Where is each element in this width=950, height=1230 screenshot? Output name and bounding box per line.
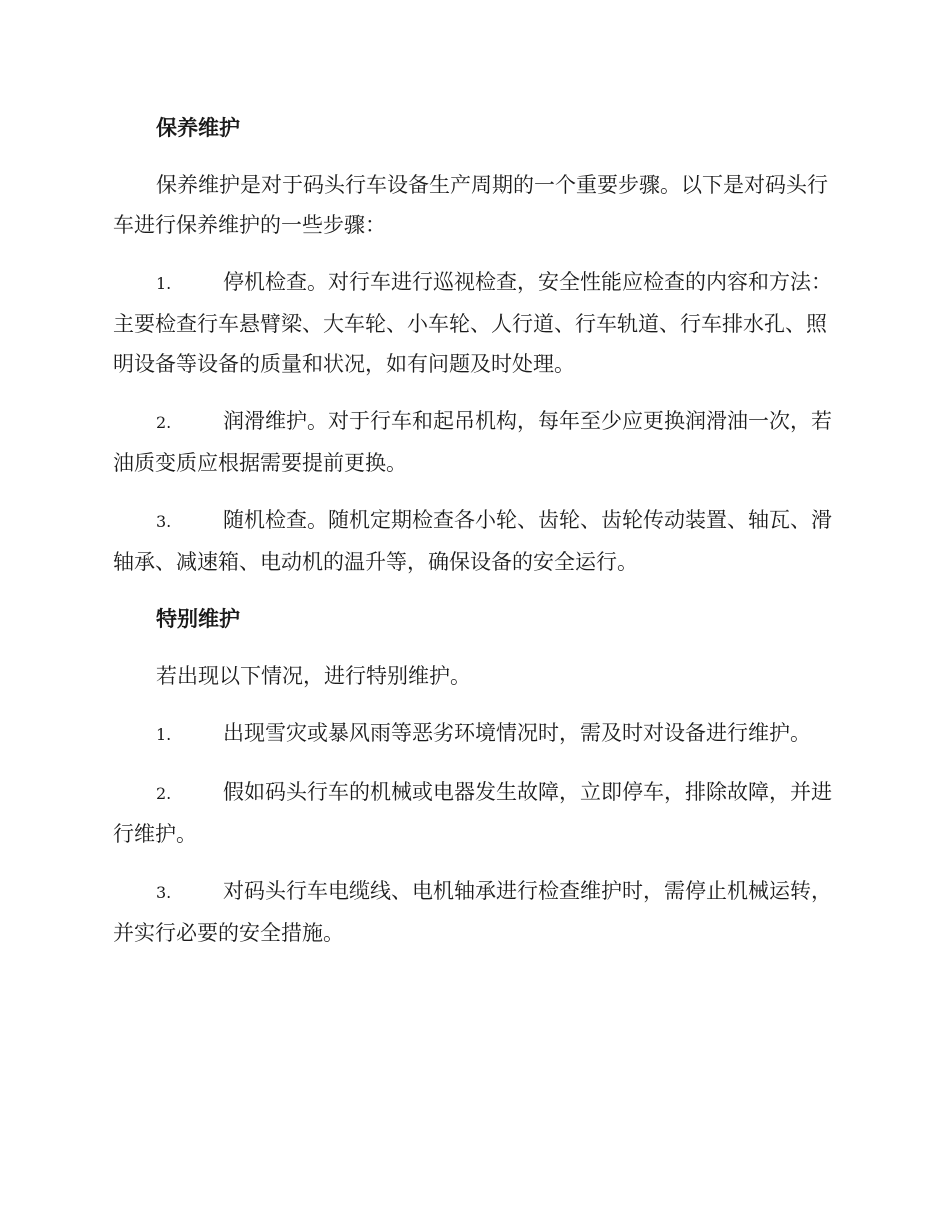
section-intro-maintenance: 保养维护是对于码头行车设备生产周期的一个重要步骤。以下是对码头行车进行保养维护的一些步骤： — [113, 173, 828, 237]
section-intro-special-maintenance: 若出现以下情况，进行特别维护。 — [156, 664, 471, 688]
document-body — [113, 108, 838, 970]
list-item — [113, 772, 838, 854]
section-heading-maintenance: 保养维护 — [156, 115, 240, 140]
section-heading-special-maintenance: 特别维护 — [156, 606, 240, 631]
list-item-text: 出现雪灾或暴风雨等恶劣环境情况时，需及时对设备进行维护。 — [223, 721, 811, 745]
list-item — [113, 262, 838, 384]
list-number: 2. — [156, 784, 172, 803]
list-number: 1. — [156, 725, 172, 744]
list-number: 1. — [156, 274, 172, 293]
list-number: 3. — [156, 883, 172, 902]
list-item — [113, 713, 838, 755]
list-item — [113, 401, 838, 483]
list-number: 3. — [156, 512, 172, 531]
list-item-text: 假如码头行车的机械或电器发生故障，立即停车，排除故障，并进行维护。 — [113, 780, 832, 846]
list-item — [113, 500, 838, 582]
list-item-text: 随机检查。随机定期检查各小轮、齿轮、齿轮传动装置、轴瓦、滑轴承、减速箱、电动机的温升等，确保设备的安全运行。 — [113, 508, 832, 574]
list-item-text: 润滑维护。对于行车和起吊机构，每年至少应更换润滑油一次，若油质变质应根据需要提前更换。 — [113, 409, 832, 475]
list-item-text: 对码头行车电缆线、电机轴承进行检查维护时，需停止机械运转，并实行必要的安全措施。 — [113, 879, 832, 945]
list-item-text: 停机检查。对行车进行巡视检查，安全性能应检查的内容和方法：主要检查行车悬臂梁、大车轮、小车轮、人行道、行车轨道、行车排水孔、照明设备等设备的质量和状况，如有问题及时处理。 — [113, 270, 832, 376]
list-item — [113, 871, 838, 953]
list-number: 2. — [156, 413, 172, 432]
